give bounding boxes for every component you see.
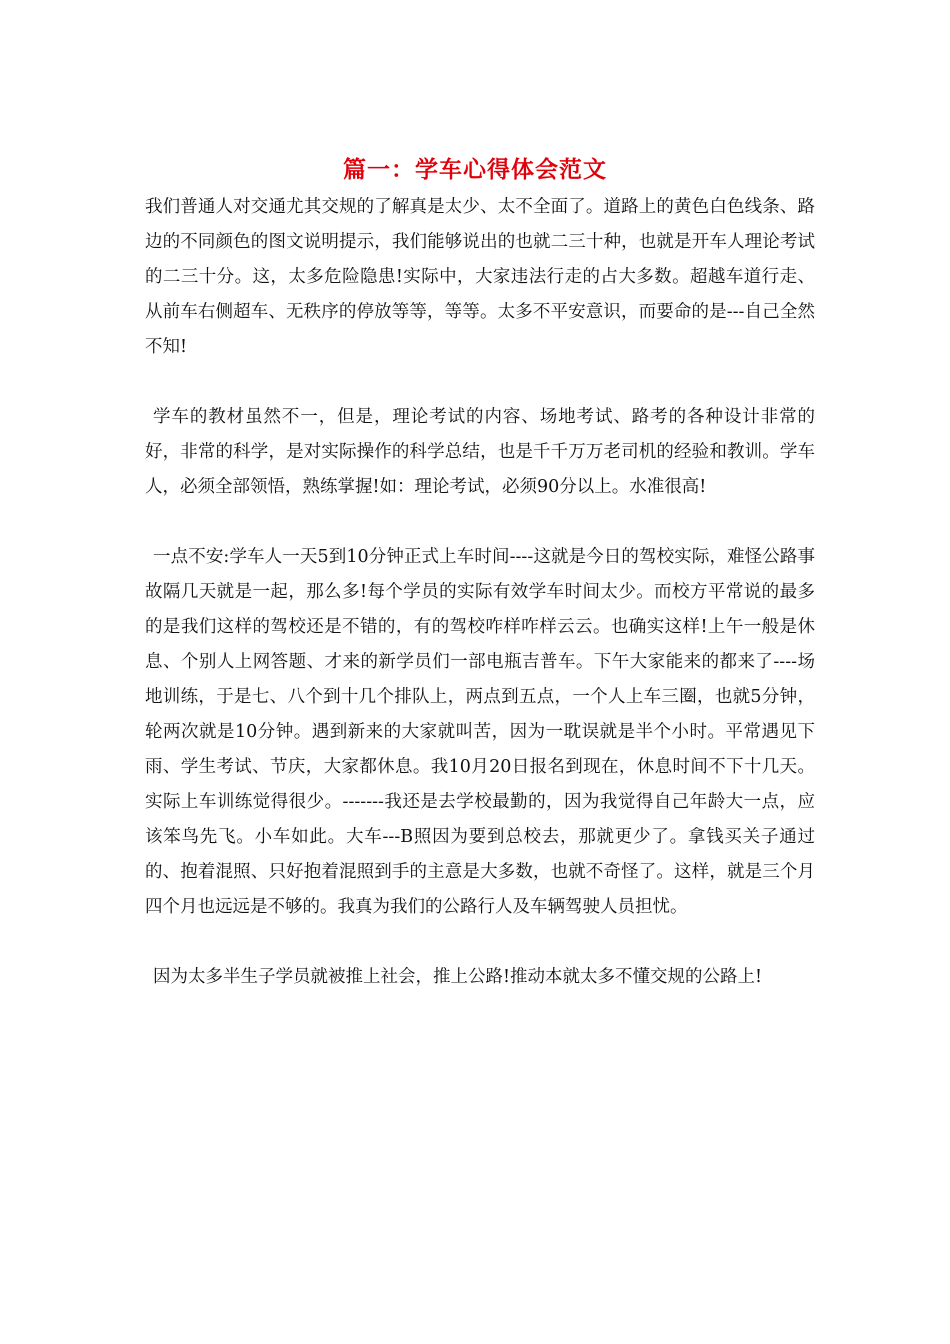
paragraph-1: 我们普通人对交通尤其交规的了解真是太少、太不全面了。道路上的黄色白色线条、路边的不同颜色的图文说明提示，我们能够说出的也就二三十种，也就是开车人理论考试的二三十分。这，太多危险隐患!实际中，大家违法行走的占大多数。超越车道行走、从前车右侧超车、无秩序的停放等等，等等。太多不平安意识，而要命的是---自己全然不知! [145,197,815,357]
document-title: 篇一：学车心得体会范文 [343,157,607,183]
paragraph-3: 一点不安:学车人一天5到10分钟正式上车时间----这就是今日的驾校实际，难怪公路事故隔几天就是一起，那么多!每个学员的实际有效学车时间太少。而校方平常说的最多的是我们这样的驾校还是不错的，有的驾校咋样咋样云云。也确实这样!上午一般是休息、个别人上网答题、才来的新学员们一部电瓶吉普车。下午大家能来的都来了----场地训练，于是七、八个到十几个排队上，两点到五点，一个人上车三圈，也就5分钟，轮两次就是10分钟。遇到新来的大家就叫苦，因为一耽误就是半个小时。平常遇见下雨、学生考试、节庆，大家都休息。我10月20日报名到现在，休息时间不下十几天。实际上车训练觉得很少。-------我还是去学校最勤的，因为我觉得自己年龄大一点，应该笨鸟先飞。小车如此。大车---B照因为要到总校去，那就更少了。拿钱买关子通过的、抱着混照、只好抱着混照到手的主意是大多数，也就不奇怪了。这样，就是三个月四个月也远远是不够的。我真为我们的公路行人及车辆驾驶人员担忧。 [145,547,815,917]
document-body [145,190,815,1030]
paragraph-2: 学车的教材虽然不一，但是，理论考试的内容、场地考试、路考的各种设计非常的好，非常的科学，是对实际操作的科学总结，也是千千万万老司机的经验和教训。学车人，必须全部领悟，熟练掌握!如：理论考试，必须90分以上。水准很高! [145,407,815,497]
paragraph-4: 因为太多半生子学员就被推上社会，推上公路!推动本就太多不懂交规的公路上! [153,967,763,987]
